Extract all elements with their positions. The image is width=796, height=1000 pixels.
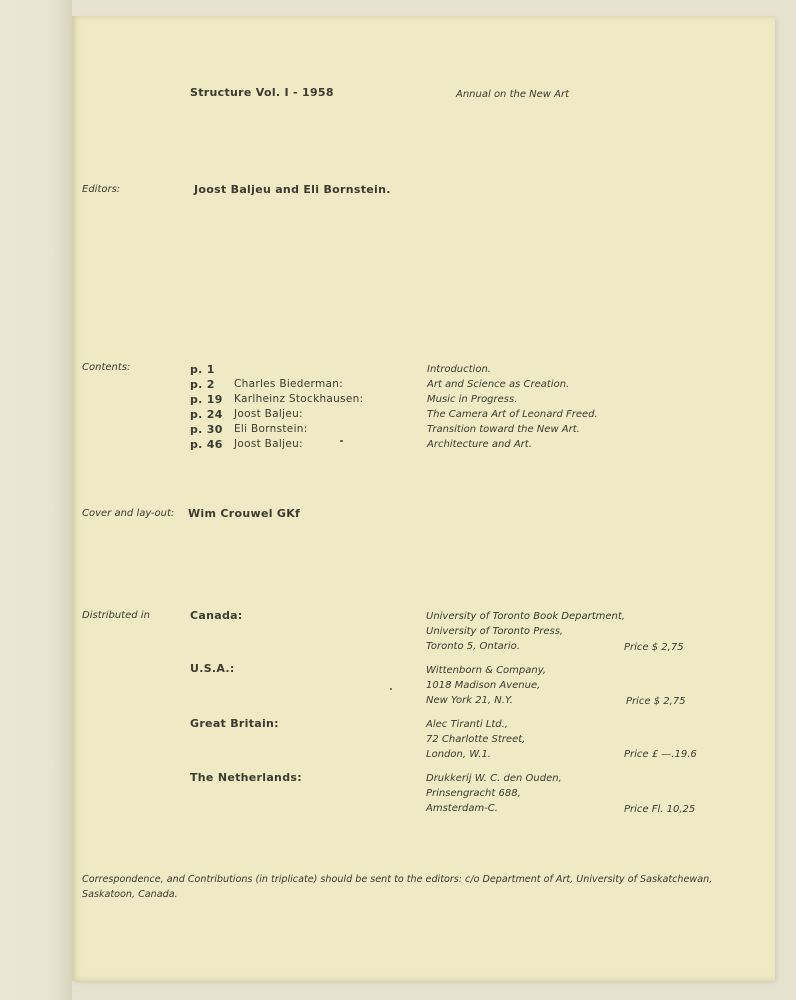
address-line: Amsterdam-C. [426,803,498,814]
address-line: Drukkerij W. C. den Ouden, [426,773,562,784]
distribution-label: Distributed in [82,610,150,621]
ink-speck [390,688,392,690]
contents-title: Introduction. [427,364,491,375]
price: Price £ —.19.6 [624,749,697,760]
price: Price Fl. 10,25 [624,804,696,815]
contents-title: Transition toward the New Art. [427,424,580,435]
contents-author: Joost Baljeu: [234,438,303,450]
correspondence-note: Correspondence, and Contributions (in triplicate) should be sent to the editors: c/o Department of Art, University of Saskatchewan, [82,874,713,885]
country-name: The Netherlands: [190,771,302,784]
contents-page: p. 1 [190,363,215,376]
contents-author: Karlheinz Stockhausen: [234,393,364,405]
contents-title: Music in Progress. [427,394,518,405]
publication-title: Structure Vol. I - 1958 [190,86,334,99]
cover-label: Cover and lay-out: [82,508,175,519]
price: Price $ 2,75 [624,642,684,653]
country-name: U.S.A.: [190,662,235,675]
contents-author: Charles Biederman: [234,378,344,390]
editors-names: Joost Baljeu and Eli Bornstein. [194,183,391,196]
country-name: Great Britain: [190,717,279,730]
address-line: Prinsengracht 688, [426,788,521,799]
ink-speck [340,440,343,442]
contents-author: Eli Bornstein: [234,423,308,435]
address-line: New York 21, N.Y. [426,695,513,706]
contents-page: p. 2 [190,378,215,391]
address-line: 1018 Madison Avenue, [426,680,541,691]
contents-title: Architecture and Art. [427,439,532,450]
cover-designer: Wim Crouwel GKf [188,507,301,520]
address-line: University of Toronto Book Department, [426,611,625,622]
address-line: Wittenborn & Company, [426,665,547,676]
address-line: London, W.1. [426,749,491,760]
contents-page: p. 46 [190,438,223,451]
correspondence-note-cont: Saskatoon, Canada. [82,889,178,900]
country-name: Canada: [190,609,243,622]
contents-page: p. 30 [190,423,223,436]
editors-label: Editors: [82,184,121,195]
publication-subtitle: Annual on the New Art [456,89,570,100]
address-line: Alec Tiranti Ltd., [426,719,508,730]
contents-label: Contents: [82,362,131,373]
contents-page: p. 19 [190,393,223,406]
address-line: University of Toronto Press, [426,626,564,637]
contents-author: Joost Baljeu: [234,408,303,420]
contents-page: p. 24 [190,408,223,421]
colophon-page [72,16,775,981]
address-line: Toronto 5, Ontario. [426,641,520,652]
contents-title: Art and Science as Creation. [427,379,570,390]
facing-page [0,0,72,1000]
price: Price $ 2,75 [626,696,686,707]
address-line: 72 Charlotte Street, [426,734,526,745]
contents-title: The Camera Art of Leonard Freed. [427,409,598,420]
